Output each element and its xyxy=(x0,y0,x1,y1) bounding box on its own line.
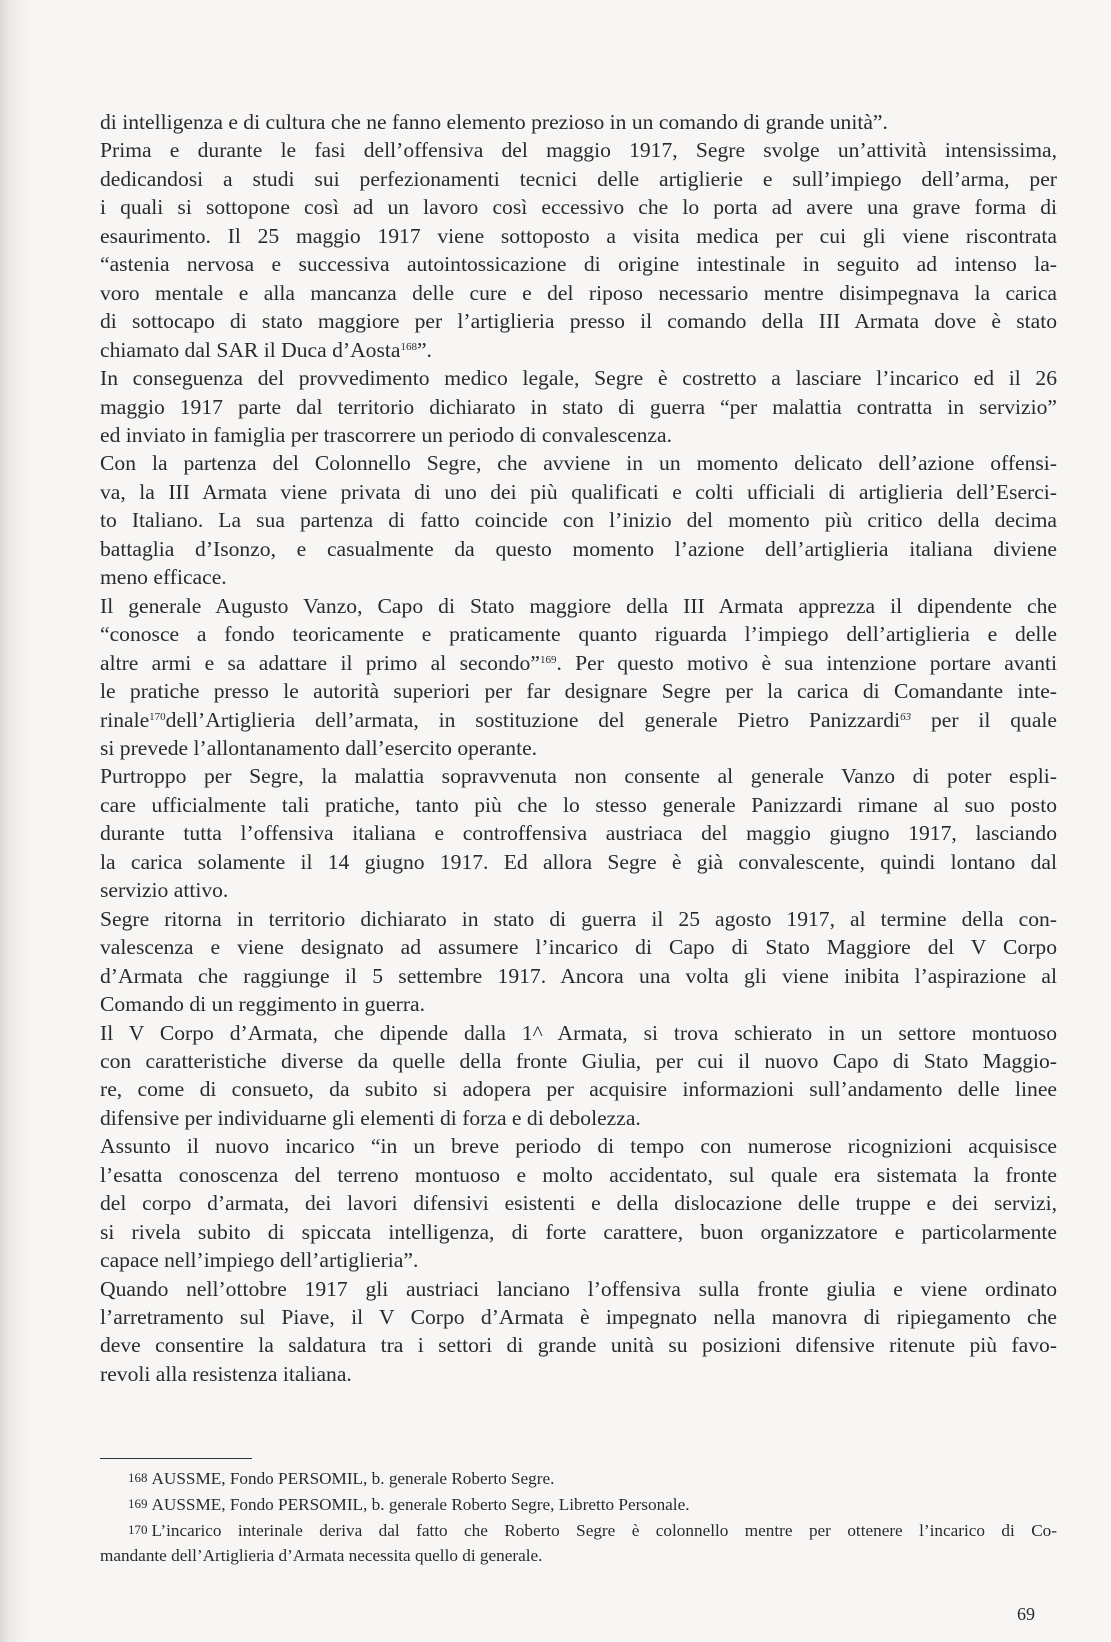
text-line: Prima e durante le fasi dell’offensiva del maggio 1917, Segre svolge un’attività intensissima, xyxy=(100,138,1057,163)
text-line: va, la III Armata viene privata di uno dei più qualificati e colti ufficiali di artiglieria dell’Eserci- xyxy=(100,479,1057,504)
text-line: di intelligenza e di cultura che ne fanno elemento prezioso in un comando di grande unità”. xyxy=(100,110,888,134)
text-line: d’Armata che raggiunge il 5 settembre 1917. Ancora una volta gli viene inibita l’aspirazione al xyxy=(100,963,1057,988)
text-segment: per il quale xyxy=(911,707,1057,732)
text-line: Quando nell’ottobre 1917 gli austriaci lanciano l’offensiva sulla fronte giulia e viene ordinato xyxy=(100,1276,1057,1301)
text-line: servizio attivo. xyxy=(100,878,229,903)
footnote-number: 169 xyxy=(128,1496,148,1511)
text-line: i quali si sottopone così ad un lavoro così eccessivo che lo porta ad avere una grave forma di xyxy=(100,195,1057,220)
paragraph-6 xyxy=(100,762,1057,904)
paragraph-5 xyxy=(100,592,1057,763)
text-segment: rinale xyxy=(100,707,150,732)
footnote-line: mandante dell’Artiglieria d’Armata necessita quello di generale. xyxy=(100,1546,543,1565)
paragraph-7 xyxy=(100,905,1057,1019)
text-line: “conosce a fondo teoricamente e praticamente quanto riguarda l’impiego dell’artiglieria e delle xyxy=(100,622,1057,647)
text-line: del corpo d’armata, dei lavori difensivi esistenti e della dislocazione delle truppe e dei servizi, xyxy=(100,1191,1057,1216)
paragraph-9 xyxy=(100,1132,1057,1274)
text-line: Il generale Augusto Vanzo, Capo di Stato maggiore della III Armata apprezza il dipendente che xyxy=(100,593,1057,618)
text-line: si rivela subito di spiccata intelligenza, di forte carattere, buon organizzatore e particolarmente xyxy=(100,1219,1057,1244)
paragraph-4 xyxy=(100,449,1057,591)
text-line: di sottocapo di stato maggiore per l’artiglieria presso il comando della III Armata dove è stato xyxy=(100,309,1057,334)
text-segment: dell’Artiglieria dell’armata, in sostituzione del generale Pietro Panizzardi xyxy=(165,707,901,732)
text-line: difensive per individuarne gli elementi di forza e di debolezza. xyxy=(100,1105,641,1130)
text-segment: ”. xyxy=(416,337,432,362)
footnote-text: AUSSME, Fondo PERSOMIL, b. generale Roberto Segre, Libretto Personale. xyxy=(151,1495,690,1514)
text-line: “astenia nervosa e successiva autointossicazione di origine intestinale in seguito ad intenso la- xyxy=(100,252,1057,277)
text-line: Assunto il nuovo incarico “in un breve periodo di tempo con numerose ricognizioni acquisisce xyxy=(100,1134,1057,1159)
text-line: revoli alla resistenza italiana. xyxy=(100,1361,352,1386)
paragraph-3 xyxy=(100,364,1057,449)
text-segment: chiamato dal SAR il Duca d’Aosta xyxy=(100,337,401,362)
text-line: la carica solamente il 14 giugno 1917. Ed allora Segre è già convalescente, quindi lontano dal xyxy=(100,849,1057,874)
text-line: Segre ritorna in territorio dichiarato in stato di guerra il 25 agosto 1917, al termine della con- xyxy=(100,906,1057,931)
text-line: capace nell’impiego dell’artiglieria”. xyxy=(100,1248,419,1273)
text-line: Comando di un reggimento in guerra. xyxy=(100,992,426,1017)
text-line: l’arretramento sul Piave, il V Corpo d’Armata è impegnato nella manovra di ripiegamento che xyxy=(100,1305,1057,1330)
text-line: voro mentale e alla mancanza delle cure e del riposo necessario mentre disimpegnava la carica xyxy=(100,280,1057,305)
paragraph-2 xyxy=(100,136,1057,364)
footnote-168 xyxy=(100,1465,1057,1491)
text-line: meno efficace. xyxy=(100,565,227,590)
text-line: ed inviato in famiglia per trascorrere un periodo di convalescenza. xyxy=(100,422,672,447)
footnote-170 xyxy=(100,1517,1057,1568)
text-segment: altre armi e sa adattare il primo al secondo” xyxy=(100,650,540,675)
text-line: valescenza e viene designato ad assumere l’incarico di Capo di Stato Maggiore del V Corpo xyxy=(100,935,1057,960)
footnote-ref-168: 168 xyxy=(400,340,417,353)
text-line xyxy=(100,706,1057,734)
footnotes xyxy=(100,1465,1057,1568)
footnote-line xyxy=(128,1465,1057,1491)
text-line xyxy=(100,336,1057,364)
text-line: re, come di consueto, da subito si adopera per acquisire informazioni sull’andamento delle linee xyxy=(100,1077,1057,1102)
paragraph-10 xyxy=(100,1275,1057,1389)
text-line: deve consentire la saldatura tra i settori di grande unità su posizioni difensive ritenute più favo- xyxy=(100,1333,1057,1358)
footnote-169 xyxy=(100,1491,1057,1517)
paragraph-1 xyxy=(100,108,1057,136)
body-text xyxy=(100,108,1057,1388)
paragraph-8 xyxy=(100,1019,1057,1133)
footnote-text: L’incarico interinale deriva dal fatto che Roberto Segre è colonnello mentre per ottenere l’incarico di Co- xyxy=(151,1521,1057,1540)
text-line: le pratiche presso le autorità superiori per far designare Segre per la carica di Comandante inte- xyxy=(100,679,1057,704)
footnote-ref-169: 169 xyxy=(539,653,557,666)
footnote-number: 170 xyxy=(128,1522,148,1537)
footnote-separator xyxy=(100,1458,252,1459)
text-line: dedicandosi a studi sui perfezionamenti tecnici delle artiglierie e sull’impiego dell’arma, per xyxy=(100,166,1057,191)
text-line: Con la partenza del Colonnello Segre, che avviene in un momento delicato dell’azione offensi- xyxy=(100,451,1057,476)
text-line: battaglia d’Isonzo, e casualmente da questo momento l’azione dell’artiglieria italiana diviene xyxy=(100,536,1057,561)
text-line xyxy=(100,649,1057,677)
footnote-ref-170: 170 xyxy=(149,710,166,723)
text-segment: . Per questo motivo è sua intenzione portare avanti xyxy=(556,650,1057,675)
text-line: con caratteristiche diverse da quelle della fronte Giulia, per cui il nuovo Capo di Stato Maggio- xyxy=(100,1048,1057,1073)
text-line: l’esatta conoscenza del terreno montuoso e molto accidentato, sul quale era sistemata la fronte xyxy=(100,1162,1057,1187)
footnote-line xyxy=(128,1491,1057,1517)
text-line: to Italiano. La sua partenza di fatto coincide con l’inizio del momento più critico della decima xyxy=(100,508,1057,533)
text-line: Purtroppo per Segre, la malattia sopravvenuta non consente al generale Vanzo di poter espli- xyxy=(100,764,1057,789)
footnote-ref-63: 63 xyxy=(900,710,912,723)
text-line: si prevede l’allontanamento dall’esercito operante. xyxy=(100,735,538,760)
text-line: care ufficialmente tali pratiche, tanto più che lo stesso generale Panizzardi rimane al suo posto xyxy=(100,792,1057,817)
text-line: durante tutta l’offensiva italiana e controffensiva austriaca del maggio giugno 1917, lasciando xyxy=(100,821,1057,846)
footnote-line xyxy=(128,1517,1057,1543)
text-line: In conseguenza del provvedimento medico legale, Segre è costretto a lasciare l’incarico ed il 26 xyxy=(100,366,1057,391)
text-line: esaurimento. Il 25 maggio 1917 viene sottoposto a visita medica per cui gli viene riscontrata xyxy=(100,223,1057,248)
footnote-text: AUSSME, Fondo PERSOMIL, b. generale Roberto Segre. xyxy=(151,1469,555,1488)
footnote-number: 168 xyxy=(128,1470,148,1485)
text-line: maggio 1917 parte dal territorio dichiarato in stato di guerra “per malattia contratta in servizio” xyxy=(100,394,1057,419)
page-number: 69 xyxy=(1017,1604,1035,1624)
text-line: Il V Corpo d’Armata, che dipende dalla 1^ Armata, si trova schierato in un settore montuoso xyxy=(100,1020,1057,1045)
